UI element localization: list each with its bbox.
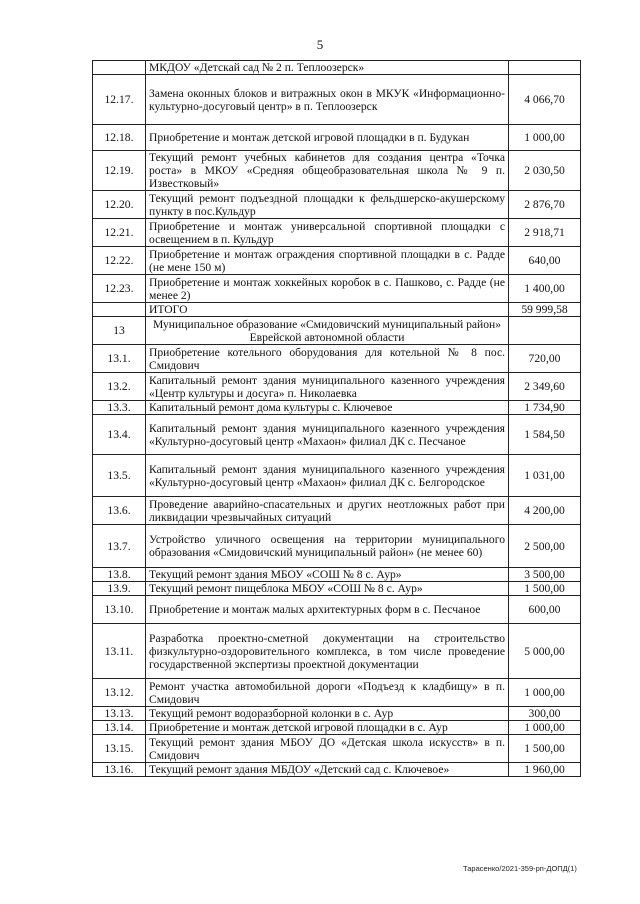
table-row [93, 219, 581, 247]
row-amount: 4 066,70 [509, 75, 581, 125]
row-amount: 5 000,00 [509, 624, 581, 679]
row-amount: 1 500,00 [509, 582, 581, 596]
row-number: 13.8. [93, 568, 146, 582]
table-row [93, 373, 581, 401]
row-amount: 1 400,00 [509, 275, 581, 303]
table-row [93, 707, 581, 721]
table-body [93, 61, 581, 777]
row-number: 13.14. [93, 721, 146, 735]
table-row [93, 415, 581, 455]
row-amount: 1 000,00 [509, 125, 581, 151]
row-amount: 59 999,58 [509, 303, 581, 317]
row-amount: 2 876,70 [509, 191, 581, 219]
row-amount: 3 500,00 [509, 568, 581, 582]
row-number: 13.15. [93, 735, 146, 763]
table-row [93, 763, 581, 777]
table-row [93, 345, 581, 373]
row-amount: 2 500,00 [509, 525, 581, 568]
row-description: Текущий ремонт учебных кабинетов для создания центра «Точка роста» в МКОУ «Средняя общеобразовательная школа № 9 п. Известковый» [146, 151, 509, 191]
table-row [93, 596, 581, 624]
row-amount: 1 000,00 [509, 721, 581, 735]
row-amount: 1 960,00 [509, 763, 581, 777]
table-row [93, 679, 581, 707]
row-number: 13.5. [93, 455, 146, 497]
row-amount: 1 500,00 [509, 735, 581, 763]
table-row [93, 275, 581, 303]
table-row [93, 624, 581, 679]
row-description: Приобретение и монтаж универсальной спортивной площадки с освещением в п. Кульдур [146, 219, 509, 247]
row-description: Капитальный ремонт здания муниципального казенного учреждения «Культурно-досуговый центр «Махаон» филиал ДК с. Песчаное [146, 415, 509, 455]
section-header-row [93, 317, 581, 345]
row-number: 13.13. [93, 707, 146, 721]
table-row [93, 568, 581, 582]
row-amount: 720,00 [509, 345, 581, 373]
row-number [93, 303, 146, 317]
row-number: 12.19. [93, 151, 146, 191]
page-number: 5 [316, 37, 324, 52]
row-number: 13.16. [93, 763, 146, 777]
table-row [93, 525, 581, 568]
row-number: 12.18. [93, 125, 146, 151]
row-amount: 640,00 [509, 247, 581, 275]
row-amount [509, 317, 581, 345]
row-description: Ремонт участка автомобильной дороги «Подъезд к кладбищу» в п. Смидович [146, 679, 509, 707]
row-description: Текущий ремонт пищеблока МБОУ «СОШ № 8 с. Аур» [146, 582, 509, 596]
table-row [93, 455, 581, 497]
row-number: 13.7. [93, 525, 146, 568]
row-description: Приобретение и монтаж хоккейных коробок в с. Пашково, с. Радде (не менее 2) [146, 275, 509, 303]
row-description: Проведение аварийно-спасательных и других неотложных работ при ликвидации чрезвычайных ситуаций [146, 497, 509, 525]
row-description: Капитальный ремонт дома культуры с. Ключевое [146, 401, 509, 415]
row-amount: 1 584,50 [509, 415, 581, 455]
row-description: Текущий ремонт здания МБДОУ «Детский сад с. Ключевое» [146, 763, 509, 777]
table-row [93, 61, 581, 75]
row-description: Текущий ремонт здания МБОУ «СОШ № 8 с. Аур» [146, 568, 509, 582]
row-number: 13.4. [93, 415, 146, 455]
row-description: МКДОУ «Детскай сад № 2 п. Теплоозерск» [146, 61, 509, 75]
row-amount: 1 734,90 [509, 401, 581, 415]
row-number: 12.17. [93, 75, 146, 125]
section-title: Муниципальное образование «Смидовичский муниципальный район» Еврейской автономной области [146, 317, 509, 345]
row-number: 12.22. [93, 247, 146, 275]
row-description: Приобретение и монтаж малых архитектурных форм в с. Песчаное [146, 596, 509, 624]
row-number: 12.23. [93, 275, 146, 303]
table-row [93, 735, 581, 763]
row-number: 13.6. [93, 497, 146, 525]
table-row [93, 247, 581, 275]
row-number: 13.11. [93, 624, 146, 679]
table-row [93, 582, 581, 596]
row-number: 13.2. [93, 373, 146, 401]
row-number [93, 61, 146, 75]
row-amount: 4 200,00 [509, 497, 581, 525]
table-row [93, 721, 581, 735]
row-description: Текущий ремонт подъездной площадки к фельдшерско-акушерскому пункту в пос.Кульдур [146, 191, 509, 219]
row-description: Капитальный ремонт здания муниципального казенного учреждения «Культурно-досуговый центр «Махаон» филиал ДК с. Белгородское [146, 455, 509, 497]
row-description: Приобретение и монтаж детской игровой площадки в с. Аур [146, 721, 509, 735]
row-number: 13.3. [93, 401, 146, 415]
row-number: 13.9. [93, 582, 146, 596]
table-row [93, 125, 581, 151]
row-amount: 2 349,60 [509, 373, 581, 401]
row-description: Текущий ремонт здания МБОУ ДО «Детская школа искусств» в п. Смидович [146, 735, 509, 763]
row-amount: 2 918,71 [509, 219, 581, 247]
budget-table [92, 60, 581, 777]
row-amount [509, 61, 581, 75]
table-row [93, 401, 581, 415]
row-number: 13 [93, 317, 146, 345]
row-number: 12.21. [93, 219, 146, 247]
row-description: Текущий ремонт водоразборной колонки в с. Аур [146, 707, 509, 721]
row-amount: 1 000,00 [509, 679, 581, 707]
row-number: 13.1. [93, 345, 146, 373]
row-description: Устройство уличного освещения на территории муниципального образования «Смидовичский муниципальный район» (не менее 60) [146, 525, 509, 568]
row-description: Приобретение и монтаж детской игровой площадки в п. Будукан [146, 125, 509, 151]
row-description: Приобретение котельного оборудования для котельной № 8 пос. Смидович [146, 345, 509, 373]
row-number: 13.10. [93, 596, 146, 624]
table-row [93, 75, 581, 125]
row-amount: 2 030,50 [509, 151, 581, 191]
table-row [93, 191, 581, 219]
row-amount: 600,00 [509, 596, 581, 624]
document-footer: Тарасенко/2021-359-рп-ДОПД(1) [463, 864, 577, 873]
table-row [93, 151, 581, 191]
row-description: Замена оконных блоков и витражных окон в МКУК «Информационно-культурно-досуговый центр» в п. Теплоозерск [146, 75, 509, 125]
row-description: Разработка проектно-сметной документации на строительство физкультурно-оздоровительного комплекса, в том числе проведение государственной экспертизы проектной документации [146, 624, 509, 679]
row-number: 13.12. [93, 679, 146, 707]
table-row [93, 497, 581, 525]
row-number: 12.20. [93, 191, 146, 219]
row-amount: 300,00 [509, 707, 581, 721]
row-amount: 1 031,00 [509, 455, 581, 497]
row-description: Капитальный ремонт здания муниципального казенного учреждения «Центр культуры и досуга» п. Николаевка [146, 373, 509, 401]
row-description: ИТОГО [146, 303, 509, 317]
table-row [93, 303, 581, 317]
row-description: Приобретение и монтаж ограждения спортивной площадки в с. Радде (не мене 150 м) [146, 247, 509, 275]
